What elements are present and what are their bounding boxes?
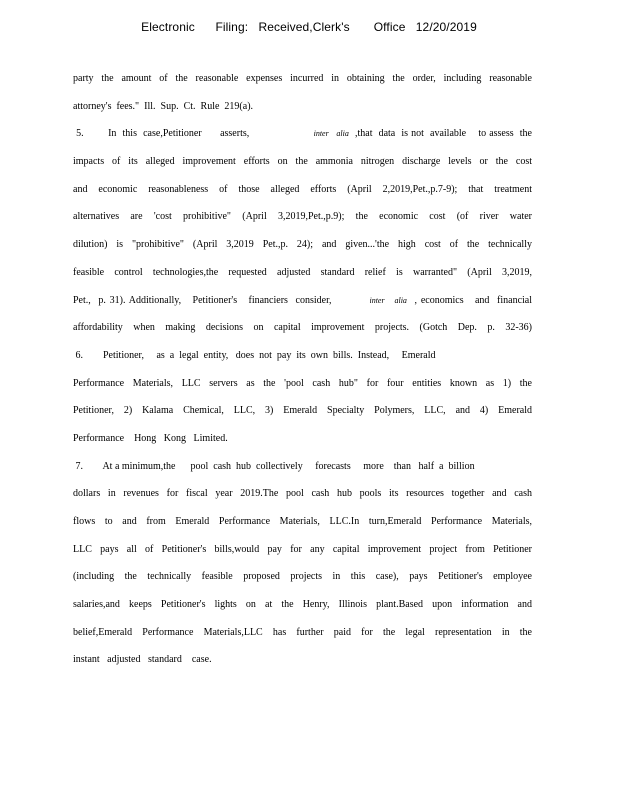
document-body xyxy=(73,70,532,679)
text-line: affordability when making decisions on capital improvement projects. (Gotch Dep. p. 32-36) xyxy=(73,322,532,334)
text-line: belief,Emerald Performance Materials,LLC has further paid for the legal representation in the xyxy=(73,626,532,638)
text-line: instant adjusted standard case. xyxy=(73,654,212,666)
text-line xyxy=(73,125,532,153)
italic-phrase: inter alia xyxy=(313,129,349,139)
text-line: LLC pays all of Petitioner's bills,would pay for any capital improvement project from Petitioner xyxy=(73,543,532,555)
text-line: party the amount of the reasonable expenses incurred in obtaining the order, including reasonable xyxy=(73,73,532,84)
text-line: dilution) is "prohibitive" (April 3,2019 Pet.,p. 24); and given...'the high cost of the technically xyxy=(73,239,532,251)
text-line: 7. At a minimum,the pool cash hub collectively forecasts more than half a billion xyxy=(73,460,475,472)
text-line: feasible control technologies,the requested adjusted standard relief is warranted" (April 3,2019, xyxy=(73,266,532,278)
text-line: salaries,and keeps Petitioner's lights on at the Henry, Illinois plant.Based upon information and xyxy=(73,599,532,611)
text-line: and economic reasonableness of those alleged efforts (April 2,2019,Pet.,p.7-9); that treatment xyxy=(73,183,532,195)
line-segment: ,that data is not available to assess the xyxy=(348,128,532,140)
text-line: attorney's fees." Ill. Sup. Ct. Rule 219(a). xyxy=(73,100,254,112)
line-segment: Pet., p. 31). Additionally, Petitioner's financiers consider, xyxy=(73,294,370,306)
line-segment: 5. In this case,Petitioner asserts, xyxy=(73,128,314,140)
text-line: alternatives are 'cost prohibitive" (April 3,2019,Pet.,p.9); the economic cost (of river water xyxy=(73,211,532,223)
italic-phrase: inter alia xyxy=(369,295,407,305)
text-line: (including the technically feasible proposed projects in this case), pays Petitioner's employee xyxy=(73,571,532,583)
text-line: impacts of its alleged improvement efforts on the ammonia nitrogen discharge levels or the cost xyxy=(73,156,532,168)
text-line: Performance Hong Kong Limited. xyxy=(73,432,228,444)
line-segment: , economics and financial xyxy=(406,294,532,306)
text-line: flows to and from Emerald Performance Materials, LLC.In turn,Emerald Performance Materials, xyxy=(73,516,532,527)
text-line: dollars in revenues for fiscal year 2019.The pool cash hub pools its resources together and cash xyxy=(73,488,532,500)
text-line: 6. Petitioner, as a legal entity, does not pay its own bills. Instead, Emerald xyxy=(73,349,436,361)
text-line: Petitioner, 2) Kalama Chemical, LLC, 3) Emerald Specialty Polymers, LLC, and 4) Emerald xyxy=(73,405,532,417)
text-line xyxy=(73,292,532,320)
text-line: Performance Materials, LLC servers as the 'pool cash hub" for four entities known as 1) the xyxy=(73,377,532,389)
filing-stamp-header: Electronic Filing: Received,Clerk's Office 12/20/2019 xyxy=(141,20,477,34)
